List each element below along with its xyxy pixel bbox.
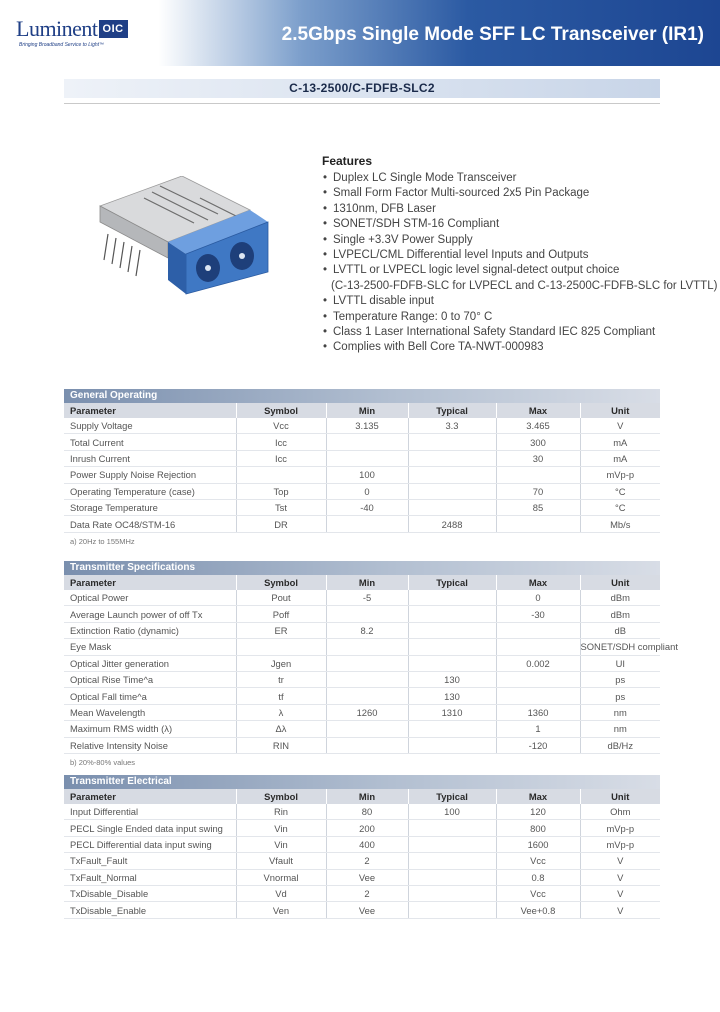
- table-header-row: [64, 403, 660, 418]
- table-row: [64, 499, 660, 515]
- table-cell: 100: [326, 467, 408, 483]
- table-cell: Input Differential: [64, 804, 236, 820]
- table-cell: Ven: [236, 902, 326, 918]
- table-cell: [408, 885, 496, 901]
- table-row: [64, 704, 660, 720]
- features-block: [322, 154, 718, 356]
- table-cell: [496, 622, 580, 638]
- table-cell: [236, 639, 326, 655]
- feature-item: • Class 1 Laser International Safety Standard IEC 825 Compliant: [322, 325, 702, 340]
- table-cell: -5: [326, 590, 408, 606]
- column-header: Symbol: [236, 403, 326, 418]
- feature-item: • Temperature Range: 0 to 70° C: [322, 310, 702, 325]
- table-cell: [236, 467, 326, 483]
- table-cell: [408, 639, 496, 655]
- column-header: Min: [326, 575, 408, 590]
- table-cell: [326, 671, 408, 687]
- table-cell: Vcc: [496, 853, 580, 869]
- table-cell: [408, 622, 496, 638]
- column-header: Max: [496, 403, 580, 418]
- table-cell: ER: [236, 622, 326, 638]
- feature-item: • Single +3.3V Power Supply: [322, 233, 702, 248]
- table-cell: 8.2: [326, 622, 408, 638]
- transmitter-specifications-section: [64, 561, 678, 767]
- table-cell: Optical Fall time^a: [64, 688, 236, 704]
- brand-tagline: Bringing Broadband Service to Light™: [19, 42, 105, 48]
- table-cell: -40: [326, 499, 408, 515]
- brand-suffix: OIC: [99, 20, 128, 38]
- table-cell: Vcc: [236, 418, 326, 434]
- table-row: [64, 655, 660, 671]
- table-cell: 0.8: [496, 869, 580, 885]
- table-cell: λ: [236, 704, 326, 720]
- table-cell: 400: [326, 836, 408, 852]
- table-row: [64, 902, 660, 918]
- table-cell: [496, 516, 580, 532]
- table-cell: [326, 721, 408, 737]
- table-cell: [408, 737, 496, 753]
- lc-ferrule-left: [205, 265, 211, 271]
- table-cell: Ohm: [580, 804, 660, 820]
- table-cell: [408, 721, 496, 737]
- table-cell: 0.002: [496, 655, 580, 671]
- table-cell: Storage Temperature: [64, 499, 236, 515]
- table-cell: 130: [408, 688, 496, 704]
- table-cell: [326, 606, 408, 622]
- table-cell: mVp-p: [580, 836, 660, 852]
- part-number-divider: [64, 103, 660, 104]
- feature-item: • 1310nm, DFB Laser: [322, 202, 702, 217]
- table-cell: [408, 820, 496, 836]
- spec-table: [64, 575, 678, 754]
- table-cell: Vcc: [496, 885, 580, 901]
- table-cell: TxFault_Fault: [64, 853, 236, 869]
- table-cell: 100: [408, 804, 496, 820]
- table-cell: [408, 836, 496, 852]
- table-note: a) 20Hz to 155MHz: [70, 536, 135, 546]
- column-header: Typical: [408, 403, 496, 418]
- table-cell: Relative Intensity Noise: [64, 737, 236, 753]
- table-cell: Icc: [236, 434, 326, 450]
- table-cell: TxFault_Normal: [64, 869, 236, 885]
- table-cell: [408, 499, 496, 515]
- table-cell: Extinction Ratio (dynamic): [64, 622, 236, 638]
- table-cell: 80: [326, 804, 408, 820]
- table-header-row: [64, 789, 660, 804]
- table-cell: mVp-p: [580, 467, 660, 483]
- table-cell: [408, 467, 496, 483]
- feature-item: • Complies with Bell Core TA-NWT-000983: [322, 340, 702, 355]
- table-cell: 800: [496, 820, 580, 836]
- table-cell: Optical Power: [64, 590, 236, 606]
- table-cell: 200: [326, 820, 408, 836]
- table-cell: Optical Jitter generation: [64, 655, 236, 671]
- table-cell: [408, 606, 496, 622]
- table-cell: Vee+0.8: [496, 902, 580, 918]
- table-cell: [496, 639, 580, 655]
- table-cell: Vee: [326, 869, 408, 885]
- table-cell: 2: [326, 885, 408, 901]
- table-row: [64, 418, 660, 434]
- transmitter-electrical-section: [64, 775, 660, 919]
- table-cell: 3.465: [496, 418, 580, 434]
- table-cell: Operating Temperature (case): [64, 483, 236, 499]
- feature-item: • LVPECL/CML Differential level Inputs and Outputs: [322, 248, 702, 263]
- brand-logo: [16, 16, 128, 48]
- table-cell: dBm: [580, 590, 660, 606]
- column-header: Unit: [580, 403, 660, 418]
- table-cell: [326, 655, 408, 671]
- table-cell: 1260: [326, 704, 408, 720]
- table-cell: 1: [496, 721, 580, 737]
- table-cell: Optical Rise Time^a: [64, 671, 236, 687]
- table-cell: Power Supply Noise Rejection: [64, 467, 236, 483]
- table-row: [64, 590, 660, 606]
- column-header: Max: [496, 789, 580, 804]
- table-cell: Poff: [236, 606, 326, 622]
- feature-continuation: (C-13-2500-FDFB-SLC for LVPECL and C-13-2500C-FDFB-SLC for LVTTL): [331, 279, 718, 292]
- page-title: 2.5Gbps Single Mode SFF LC Transceiver (IR1): [281, 24, 704, 45]
- lc-ferrule-right: [239, 253, 245, 259]
- table-cell: 1310: [408, 704, 496, 720]
- column-header: Typical: [408, 789, 496, 804]
- table-row: [64, 622, 660, 638]
- column-header: Unit: [580, 789, 660, 804]
- table-cell: Rin: [236, 804, 326, 820]
- table-cell: Vin: [236, 836, 326, 852]
- column-header: Min: [326, 789, 408, 804]
- table-row: [64, 836, 660, 852]
- table-cell: Maximum RMS width (λ): [64, 721, 236, 737]
- table-cell: Mean Wavelength: [64, 704, 236, 720]
- table-row: [64, 853, 660, 869]
- table-cell: Data Rate OC48/STM-16: [64, 516, 236, 532]
- table-cell: TxDisable_Disable: [64, 885, 236, 901]
- table-cell: Top: [236, 483, 326, 499]
- feature-item: • Small Form Factor Multi-sourced 2x5 Pin Package: [322, 186, 702, 201]
- table-row: [64, 639, 660, 655]
- table-cell: dB: [580, 622, 660, 638]
- table-cell: Vee: [326, 902, 408, 918]
- table-row: [64, 606, 660, 622]
- table-cell: V: [580, 418, 660, 434]
- features-list-cont: [322, 294, 702, 356]
- table-cell: mA: [580, 450, 660, 466]
- table-cell: [408, 434, 496, 450]
- table-cell: mA: [580, 434, 660, 450]
- table-row: [64, 721, 660, 737]
- table-row: [64, 434, 660, 450]
- table-cell: 85: [496, 499, 580, 515]
- table-cell: ps: [580, 671, 660, 687]
- table-cell: [326, 434, 408, 450]
- table-cell: Δλ: [236, 721, 326, 737]
- table-row: [64, 885, 660, 901]
- table-header-row: [64, 575, 660, 590]
- column-header: Max: [496, 575, 580, 590]
- table-cell: mVp-p: [580, 820, 660, 836]
- table-cell: °C: [580, 483, 660, 499]
- table-cell: 3.135: [326, 418, 408, 434]
- table-cell: Vd: [236, 885, 326, 901]
- table-cell: Inrush Current: [64, 450, 236, 466]
- table-cell: Total Current: [64, 434, 236, 450]
- table-cell: 30: [496, 450, 580, 466]
- table-cell: Vnormal: [236, 869, 326, 885]
- table-cell: DR: [236, 516, 326, 532]
- table-cell: RIN: [236, 737, 326, 753]
- table-row: [64, 516, 660, 532]
- brand-name: Luminent: [16, 16, 98, 41]
- section-title: Transmitter Electrical: [64, 775, 660, 789]
- table-row: [64, 688, 660, 704]
- spec-table: [64, 789, 660, 919]
- table-cell: 2: [326, 853, 408, 869]
- table-row: [64, 483, 660, 499]
- table-cell: 0: [496, 590, 580, 606]
- features-heading: Features: [322, 154, 373, 168]
- table-cell: [326, 450, 408, 466]
- feature-item: • Duplex LC Single Mode Transceiver: [322, 171, 702, 186]
- section-title: Transmitter Specifications: [64, 561, 660, 575]
- spec-table: [64, 403, 660, 533]
- table-cell: °C: [580, 499, 660, 515]
- table-row: [64, 804, 660, 820]
- table-cell: V: [580, 853, 660, 869]
- table-cell: [326, 737, 408, 753]
- table-cell: 1600: [496, 836, 580, 852]
- table-cell: [326, 639, 408, 655]
- table-row: [64, 671, 660, 687]
- table-cell: dB/Hz: [580, 737, 660, 753]
- table-cell: Mb/s: [580, 516, 660, 532]
- table-cell: tf: [236, 688, 326, 704]
- table-cell: Vin: [236, 820, 326, 836]
- column-header: Unit: [580, 575, 660, 590]
- general-operating-section: [64, 389, 660, 546]
- feature-item: • LVTTL or LVPECL logic level signal-detect output choice: [322, 263, 702, 278]
- features-list: [322, 171, 702, 279]
- table-cell: Average Launch power of off Tx: [64, 606, 236, 622]
- table-cell: [408, 902, 496, 918]
- table-cell: V: [580, 869, 660, 885]
- table-cell: tr: [236, 671, 326, 687]
- table-cell: V: [580, 902, 660, 918]
- table-row: [64, 450, 660, 466]
- table-cell: Supply Voltage: [64, 418, 236, 434]
- table-cell: [408, 853, 496, 869]
- table-cell: Pout: [236, 590, 326, 606]
- table-cell: 300: [496, 434, 580, 450]
- table-cell: [496, 467, 580, 483]
- table-cell: Vfault: [236, 853, 326, 869]
- table-cell: nm: [580, 721, 660, 737]
- table-cell: 1360: [496, 704, 580, 720]
- table-row: [64, 737, 660, 753]
- table-cell: Jgen: [236, 655, 326, 671]
- feature-item: • LVTTL disable input: [322, 294, 702, 309]
- table-cell: [496, 688, 580, 704]
- column-header: Typical: [408, 575, 496, 590]
- column-header: Parameter: [64, 575, 236, 590]
- table-cell: [408, 655, 496, 671]
- table-cell: nm: [580, 704, 660, 720]
- page-header: [0, 0, 720, 66]
- table-cell: PECL Single Ended data input swing: [64, 820, 236, 836]
- table-cell: [408, 869, 496, 885]
- table-cell: Icc: [236, 450, 326, 466]
- table-cell: Eye Mask: [64, 639, 236, 655]
- column-header: Parameter: [64, 789, 236, 804]
- column-header: Symbol: [236, 789, 326, 804]
- table-cell: 120: [496, 804, 580, 820]
- table-cell: [408, 590, 496, 606]
- column-header: Symbol: [236, 575, 326, 590]
- table-cell: [326, 688, 408, 704]
- table-row: [64, 467, 660, 483]
- table-cell: 0: [326, 483, 408, 499]
- column-header: Parameter: [64, 403, 236, 418]
- table-cell: ps: [580, 688, 660, 704]
- table-cell: Tst: [236, 499, 326, 515]
- transceiver-image: [90, 176, 290, 296]
- column-header: Min: [326, 403, 408, 418]
- table-cell: 130: [408, 671, 496, 687]
- table-cell: [496, 671, 580, 687]
- table-cell: [326, 516, 408, 532]
- table-cell: dBm: [580, 606, 660, 622]
- table-cell: SONET/SDH compliant: [580, 639, 660, 655]
- table-cell: -120: [496, 737, 580, 753]
- table-cell: [408, 450, 496, 466]
- table-cell: UI: [580, 655, 660, 671]
- feature-item: • SONET/SDH STM-16 Compliant: [322, 217, 702, 232]
- table-row: [64, 869, 660, 885]
- table-cell: 3.3: [408, 418, 496, 434]
- table-cell: TxDisable_Enable: [64, 902, 236, 918]
- table-cell: [408, 483, 496, 499]
- table-cell: V: [580, 885, 660, 901]
- table-cell: 70: [496, 483, 580, 499]
- table-cell: PECL Differential data input swing: [64, 836, 236, 852]
- part-number: C-13-2500/C-FDFB-SLC2: [64, 79, 660, 98]
- section-title: General Operating: [64, 389, 660, 403]
- table-note: b) 20%-80% values: [70, 757, 136, 767]
- table-cell: -30: [496, 606, 580, 622]
- table-row: [64, 820, 660, 836]
- table-cell: 2488: [408, 516, 496, 532]
